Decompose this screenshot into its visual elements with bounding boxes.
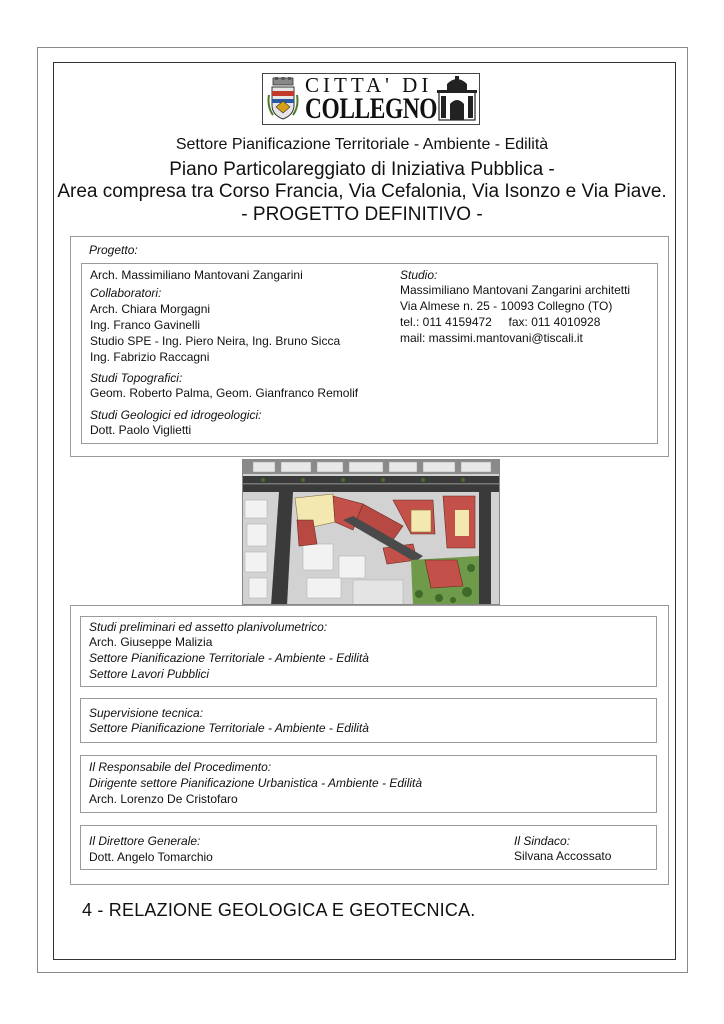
- collaborator-item: Studio SPE - Ing. Piero Neira, Ing. Bruno Sicca: [90, 334, 341, 348]
- project-details-box: [81, 263, 658, 444]
- preliminary-studies-box: [80, 616, 657, 687]
- collaborator-item: Ing. Fabrizio Raccagni: [90, 350, 210, 364]
- topographic-names: Geom. Roberto Palma, Geom. Gianfranco Remolif: [90, 386, 359, 400]
- studio-label: Studio:: [400, 268, 438, 282]
- lead-architect: Arch. Massimiliano Mantovani Zangarini: [90, 268, 303, 282]
- studio-phone: tel.: 011 4159472 fax: 011 4010928: [400, 315, 601, 329]
- collaborator-item: Arch. Chiara Morgagni: [90, 302, 211, 316]
- preliminary-architect: Arch. Giuseppe Malizia: [89, 635, 213, 649]
- project-label: Progetto:: [89, 243, 138, 257]
- logo-line2: COLLEGNO: [305, 92, 438, 125]
- preliminary-sector: Settore Pianificazione Territoriale - Ambiente - Edilità: [89, 651, 369, 665]
- mayor-label: Il Sindaco:: [514, 834, 571, 848]
- studio-email: mail: massimi.mantovani@tiscali.it: [400, 331, 583, 345]
- logo-line1: CITTA' DI: [305, 73, 433, 97]
- document-title: 4 - RELAZIONE GEOLOGICA E GEOTECNICA.: [82, 900, 476, 920]
- responsible-name: Arch. Lorenzo De Cristofaro: [89, 792, 238, 806]
- area-heading: Area compresa tra Corso Francia, Via Cefalonia, Via Isonzo e Via Piave.: [57, 181, 667, 202]
- supervision-box: [80, 698, 657, 743]
- preliminary-public-works: Settore Lavori Pubblici: [89, 667, 210, 681]
- responsible-label: Il Responsabile del Procedimento:: [89, 760, 272, 774]
- signatures-box: [80, 825, 657, 870]
- studio-name: Massimiliano Mantovani Zangarini architetti: [400, 283, 631, 297]
- mayor-name: Silvana Accossato: [514, 849, 612, 863]
- coat-of-arms-icon: [267, 77, 299, 121]
- preliminary-label: Studi preliminari ed assetto planivolumetrico:: [89, 620, 328, 634]
- studio-address: Via Almese n. 25 - 10093 Collegno (TO): [400, 299, 613, 313]
- plan-heading: Piano Particolareggiato di Iniziativa Pubblica -: [169, 159, 555, 180]
- city-logo: [262, 73, 480, 125]
- responsible-role: Dirigente settore Pianificazione Urbanistica - Ambiente - Edilità: [89, 776, 423, 790]
- supervision-label: Supervisione tecnica:: [89, 706, 204, 720]
- geological-name: Dott. Paolo Viglietti: [90, 423, 192, 437]
- responsible-box: [80, 755, 657, 813]
- supervision-sector: Settore Pianificazione Territoriale - Ambiente - Edilità: [89, 721, 369, 735]
- site-rendering-image: [242, 459, 500, 605]
- sector-heading: Settore Pianificazione Territoriale - Ambiente - Edilità: [175, 136, 549, 153]
- director-label: Il Direttore Generale:: [89, 834, 201, 848]
- project-section: [70, 236, 669, 457]
- town-gate-icon: [437, 76, 477, 122]
- collaborators-label: Collaboratori:: [90, 286, 162, 300]
- topographic-label: Studi Topografici:: [90, 371, 183, 385]
- geological-label: Studi Geologici ed idrogeologici:: [90, 408, 262, 422]
- collaborator-item: Ing. Franco Gavinelli: [90, 318, 201, 332]
- stage-heading: - PROGETTO DEFINITIVO -: [241, 204, 483, 225]
- director-name: Dott. Angelo Tomarchio: [89, 850, 213, 864]
- site-plan-illustration: [243, 460, 500, 605]
